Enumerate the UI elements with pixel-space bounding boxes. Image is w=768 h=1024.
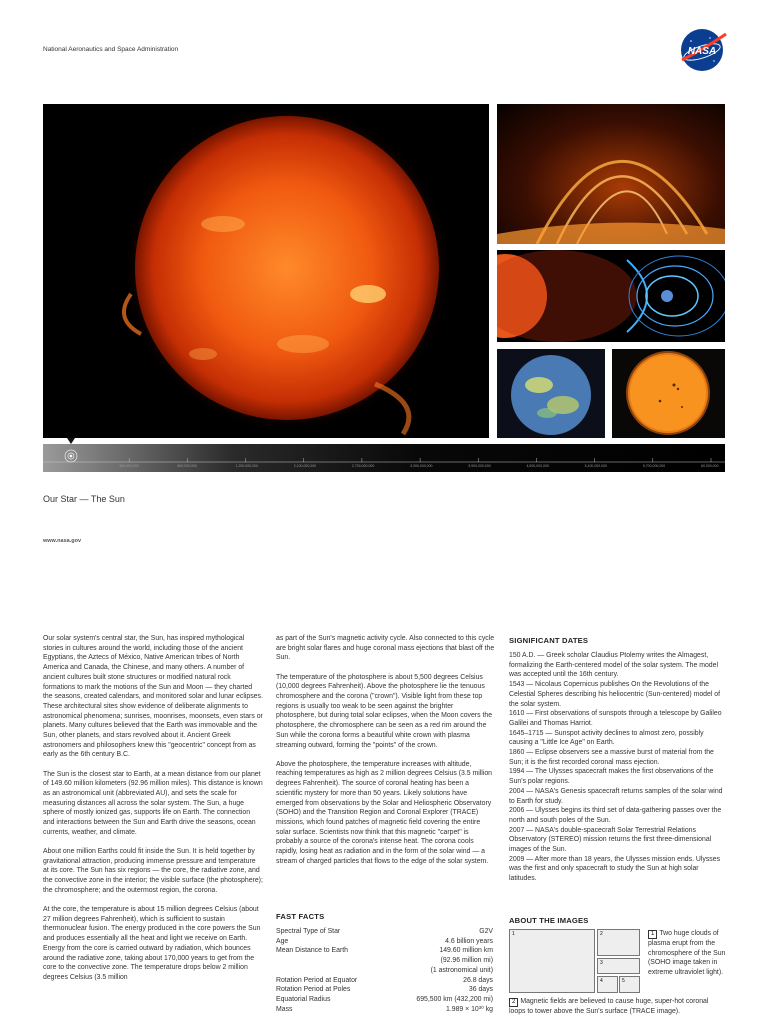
list-item: 1860 — Eclipse observers see a massive burst of material from the Sun; it is the first recorded coronal mass ejection. xyxy=(509,749,714,766)
fact-label: Mean Distance to Earth xyxy=(276,947,349,955)
distance-scale-bar xyxy=(43,444,725,472)
significant-dates-heading: SIGNIFICANT DATES xyxy=(509,636,589,645)
nasa-logo xyxy=(676,26,728,74)
fact-value: 36 days xyxy=(468,986,493,994)
fact-value: 26.8 days xyxy=(463,976,493,984)
fact-label: Spectral Type of Star xyxy=(276,928,341,935)
caption-text: Magnetic fields are believed to cause huge, super-hot coronal loops to tower above the Sun's surface (TRACE image). xyxy=(509,998,709,1015)
fact-row xyxy=(276,976,493,986)
body-column-1 xyxy=(43,634,263,992)
list-item: 2009 — After more than 18 years, the Ulysses mission ends. Ulysses was the first and only spacecraft to study the Sun at high solar latitudes. xyxy=(509,855,721,883)
image-caption xyxy=(648,929,726,978)
website-url[interactable]: www.nasa.gov xyxy=(43,538,82,544)
fact-value: G2V xyxy=(479,928,493,935)
scale-label: 300,000,000 xyxy=(119,464,139,468)
sun-main-image xyxy=(43,104,489,438)
thumb-4 xyxy=(597,976,618,993)
scale-label: 60,000,000 xyxy=(701,464,719,468)
paragraph: The Sun is the closest star to Earth, at a mean distance from our planet of 149.60 million kilometers (92.96 million miles). This distance is known as an astronomical unit (abbreviated AU), and sets the scale for measuring distances all across the solar system. The Sun, a huge sphere of mostly ionized gas, supports life on Earth. The connection and interactions between the Sun and Earth drive the seasons, ocean currents, weather, and climate. xyxy=(43,770,263,836)
fact-value: (92.96 million mi) xyxy=(440,957,493,965)
thumb-number: 1 xyxy=(512,931,515,937)
list-item: 2006 — Ulysses begins its third set of data-gathering passes over the north and south poles of the Sun. xyxy=(509,807,722,824)
thumb-number: 5 xyxy=(622,978,625,984)
fact-value: 149.60 million km xyxy=(439,947,493,955)
fact-row xyxy=(276,1005,493,1015)
list-item: 1645–1715 — Sunspot activity declines to almost zero, possibly causing a "Little Ice Age" on Earth. xyxy=(509,729,704,747)
paragraph: At the core, the temperature is about 15 million degrees Celsius (about 27 million degrees Fahrenheit), which is sufficient to sustain thermonuclear fusion. The energy produced in the core powers the Sun and produces essentially all the heat and light we receive on Earth. Energy from the core is carried outward by radiation, which bounces around the radiative zone, taking about 170,000 years to get from the core to the convective zone. The temperature drops below 2 million degrees Celsius (3.5 million xyxy=(43,906,261,981)
nasa-meatball-icon xyxy=(676,26,728,74)
fact-value: 1.989 × 10³⁰ kg xyxy=(445,1005,493,1013)
paragraph: as part of the Sun's magnetic activity cycle. Also connected to this cycle are bright solar flares and huge coronal mass ejections that blast off the Sun. xyxy=(276,635,495,662)
thumb-5 xyxy=(619,976,640,993)
coronal-loops-image xyxy=(497,104,725,244)
fact-label: Mass xyxy=(276,1005,293,1013)
fact-label: Age xyxy=(276,937,289,945)
sun-sunspots-image xyxy=(612,349,725,438)
scale-label: 3,900,000,000 xyxy=(468,464,491,468)
scale-label: 4,500,000,000 xyxy=(526,464,549,468)
scale-label: 1,200,000,000 xyxy=(235,464,258,468)
fact-row xyxy=(276,966,493,976)
body-column-2 xyxy=(276,634,495,876)
about-images-heading: ABOUT THE IMAGES xyxy=(509,916,589,925)
fact-label: Rotation Period at Equator xyxy=(276,976,358,984)
thumb-number: 2 xyxy=(600,931,603,937)
thumb-number: 4 xyxy=(600,978,603,984)
page-title: Our Star — The Sun xyxy=(43,494,125,504)
fast-facts-table xyxy=(276,927,493,1014)
fact-value: (1 astronomical unit) xyxy=(430,966,493,974)
scale-label: 5,700,000,000 xyxy=(642,464,666,468)
caption-text: Two huge clouds of plasma erupt from the chromosphere of the Sun (SOHO image taken in extreme ultraviolet light). xyxy=(648,930,726,977)
scale-label: 600,000,000 xyxy=(177,464,197,468)
fact-value: 695,500 km (432,200 mi) xyxy=(416,995,493,1003)
thumb-2 xyxy=(597,929,640,956)
list-item: 1610 — First observations of sunspots through a telescope by Galileo Galilei and Thomas Harriot. xyxy=(509,710,722,727)
fast-facts-heading: FAST FACTS xyxy=(276,912,325,921)
list-item: 1543 — Nicolaus Copernicus publishes On the Revolutions of the Celestial Spheres describing his heliocentric (Sun-centered) model of the solar system. xyxy=(509,681,721,708)
fact-row xyxy=(276,985,493,995)
thumb-3 xyxy=(597,958,640,974)
caption-number: 2 xyxy=(509,998,518,1007)
caption-number: 1 xyxy=(648,930,657,939)
paragraph: Above the photosphere, the temperature increases with altitude, reaching temperatures as high as 2 million degrees Celsius (3.5 million degrees Fahrenheit). The source of coronal heating has been a scientific mystery for more than 50 years. Likely solutions have emerged from observations by the Solar and Heliospheric Observatory (SOHO) and the Transition Region and Coronal Explorer (TRACE) missions, which found patches of magnetic field covering the entire solar surface. Scientists now think that this magnetic "carpet" is probably a source of the corona's intense heat. The corona cools rapidly, losing heat as radiation and in the form of the solar wind — a stream of charged particles that flows to the edge of the solar system. xyxy=(276,760,493,865)
fact-label: Rotation Period at Poles xyxy=(276,986,351,994)
fact-row xyxy=(276,995,493,1005)
fact-row xyxy=(276,956,493,966)
paragraph: Our solar system's central star, the Sun, has inspired mythological stories in cultures around the world, including those of the ancient Egyptians, the Aztecs of México, Native American tribes of North America and Canada, the Chinese, and many others. A number of ancient cultures built stone structures or modified natural rock formations to mark the motions of the Sun and Moon — they charted the seasons, created calendars, and monitored solar and lunar eclipses. These architectural sites show evidence of deliberate alignments to astronomical phenomena; sunrises, moonrises, moonsets, even stars or planets. Many cultures believed that the Earth was immovable and the Sun, other planets, and stars revolved about it. Ancient Greek astronomers and philosophers knew this "geocentric" concept from as early as the 6th century B.C. xyxy=(43,635,263,759)
paragraph: About one million Earths could fit inside the Sun. It is held together by gravitational attraction, producing immense pressure and temperature at its core. The Sun has six regions — the core, the radiative zone, and the convective zone in the interior; the visible surface (the photosphere); the chromosphere; and the outermost region, the corona. xyxy=(43,848,263,894)
fact-value: 4.6 billion years xyxy=(445,937,493,945)
thumb-number: 3 xyxy=(600,960,603,966)
significant-dates-list xyxy=(509,651,725,884)
image-key-thumbnails xyxy=(509,929,640,993)
sun-euv-image xyxy=(497,349,605,438)
fact-label: Equatorial Radius xyxy=(276,995,331,1003)
fact-row xyxy=(276,927,493,937)
list-item: 2004 — NASA's Genesis spacecraft returns samples of the solar wind to Earth for study. xyxy=(509,787,723,805)
list-item: 1994 — The Ulysses spacecraft makes the first observations of the Sun's polar regions. xyxy=(509,768,714,786)
scale-label: 2,100,000,000 xyxy=(293,464,317,468)
list-item: 150 A.D. — Greek scholar Claudius Ptolemy writes the Almagest, formalizing the Earth-centered model of the solar system. The model was accepted until the 16th century. xyxy=(509,652,718,679)
scale-label: 2,700,000,000 xyxy=(351,464,375,468)
scale-label: 3,300,000,000 xyxy=(410,464,433,468)
thumb-1 xyxy=(509,929,595,993)
scale-label: 0 xyxy=(61,464,63,468)
scale-label: 5,100,000,000 xyxy=(584,464,608,468)
fact-row xyxy=(276,937,493,947)
fact-row xyxy=(276,946,493,956)
logo-text: NASA xyxy=(687,46,717,57)
paragraph: The temperature of the photosphere is about 5,500 degrees Celsius (10,000 degrees Fahrenheit). Above the photosphere lie the tenuous chromosphere and the corona ("crown"). Visible light from these top regions is usually too weak to be seen against the brighter photosphere, but during total solar eclipses, when the Moon covers the photosphere, the chromosphere can be seen as a red rim around the Sun while the corona forms a beautiful white crown with plasma streaming outward, forming the "points" of the crown. xyxy=(276,673,493,749)
list-item: 2007 — NASA's double-spacecraft Solar Terrestrial Relations Observatory (STEREO) mission returns the first three-dimensional images of the Sun. xyxy=(509,826,712,854)
magnetosphere-image xyxy=(497,250,725,342)
agency-name: National Aeronautics and Space Administration xyxy=(43,46,179,53)
image-caption xyxy=(509,997,725,1017)
